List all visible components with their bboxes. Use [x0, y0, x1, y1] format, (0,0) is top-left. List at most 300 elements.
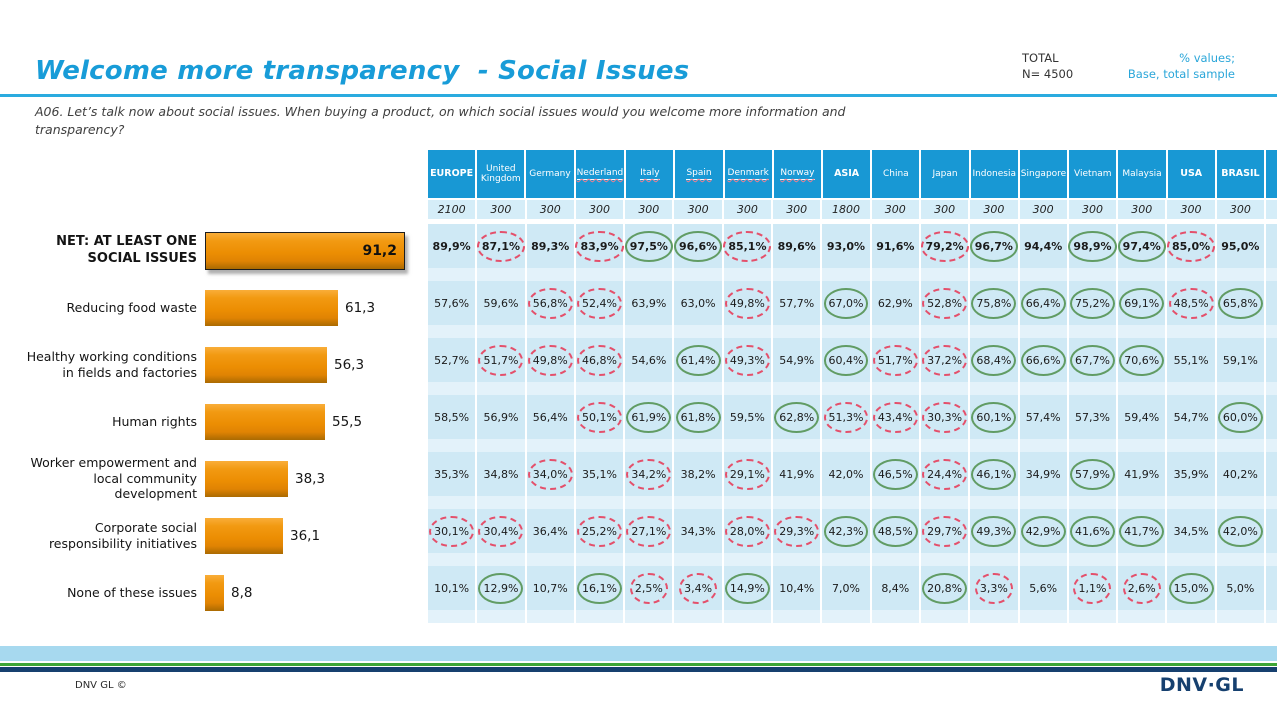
table-cell — [428, 281, 475, 325]
cell-value: 15,0% — [1173, 581, 1209, 595]
col-header-pad — [1266, 150, 1277, 198]
col-base: 300 — [527, 200, 574, 219]
col-header: Japan — [921, 150, 968, 198]
chart-bar — [205, 575, 224, 611]
cell-value: 75,2% — [1074, 296, 1110, 310]
cell-value: 25,2% — [582, 524, 617, 538]
cell-value: 30,1% — [434, 524, 470, 538]
table-cell — [872, 566, 919, 610]
total-base-block — [1022, 50, 1073, 82]
table-cell — [822, 509, 869, 553]
table-cell — [1118, 566, 1165, 610]
cell-value: 83,9% — [580, 239, 619, 253]
cell-value: 10,1% — [434, 581, 470, 595]
cell-value: 5,0% — [1226, 581, 1255, 595]
chart-category-label: Corporate social responsibility initiatives — [48, 519, 197, 551]
title-divider — [0, 94, 1277, 97]
cell-value: 36,4% — [532, 524, 568, 538]
total-n: N= 4500 — [1022, 67, 1074, 81]
table-cell — [428, 338, 475, 382]
table-cell — [428, 395, 475, 439]
table-cell — [1118, 224, 1165, 268]
chart-category-label: NET: AT LEAST ONE SOCIAL ISSUES — [56, 234, 197, 266]
cell-value: 43,4% — [877, 410, 913, 424]
col-base: 300 — [1217, 200, 1264, 219]
cell-value: 38,2% — [680, 467, 716, 481]
cell-value: 56,8% — [532, 296, 568, 310]
table-cell — [970, 281, 1017, 325]
cell-value: 51,3% — [828, 410, 864, 424]
table-cell — [822, 452, 869, 496]
cell-value: 16,1% — [582, 581, 617, 595]
table-cell — [822, 224, 869, 268]
col-header: Nederland — [576, 150, 625, 198]
table-cell — [822, 281, 869, 325]
table-cell — [872, 452, 919, 496]
chart-bar — [205, 290, 338, 326]
cell-value: 96,6% — [679, 239, 718, 253]
cell-value: 59,4% — [1124, 410, 1160, 424]
table-row — [428, 509, 1277, 553]
col-base: 300 — [625, 200, 672, 219]
table-cell — [970, 338, 1017, 382]
cell-value: 42,3% — [828, 524, 864, 538]
table-cell — [1118, 338, 1165, 382]
table-cell-pad — [1266, 395, 1277, 439]
table-cell-pad — [1266, 338, 1277, 382]
table-cell — [1217, 395, 1264, 439]
table-cell — [921, 509, 968, 553]
table-cell — [1118, 452, 1165, 496]
cell-value: 5,6% — [1029, 581, 1058, 595]
chart-row — [25, 222, 427, 279]
cell-value: 61,4% — [680, 353, 716, 367]
table-cell — [576, 224, 623, 268]
values-note — [1128, 50, 1235, 82]
table-cell — [1069, 566, 1116, 610]
cell-value: 98,9% — [1073, 239, 1112, 253]
table-cell — [921, 566, 968, 610]
table-cell — [1020, 281, 1067, 325]
table-cell — [1217, 452, 1264, 496]
table-cell — [970, 395, 1017, 439]
chart-bar — [205, 404, 325, 440]
cell-value: 29,3% — [779, 524, 815, 538]
table-cell — [1217, 338, 1264, 382]
table-cell — [576, 338, 623, 382]
table-cell — [1167, 509, 1214, 553]
table-cell — [477, 509, 524, 553]
chart-bar-value: 36,1 — [290, 527, 321, 544]
table-cell — [921, 395, 968, 439]
footer-navy-line — [0, 667, 1277, 672]
col-header: Denmark — [725, 150, 772, 198]
table-cell — [872, 224, 919, 268]
cell-value: 8,4% — [881, 581, 910, 595]
cell-value: 51,7% — [483, 353, 519, 367]
table-cell — [674, 224, 721, 268]
chart-bar-value: 56,3 — [334, 356, 365, 373]
table-cell-pad — [1266, 566, 1277, 610]
col-base: 300 — [773, 200, 820, 219]
total-label: TOTAL — [1022, 51, 1059, 65]
table-row-gap — [428, 325, 1277, 338]
cell-value: 42,0% — [828, 467, 864, 481]
table-row — [428, 395, 1277, 439]
cell-value: 85,0% — [1171, 239, 1211, 253]
chart-bar-value: 61,3 — [345, 299, 376, 316]
col-header: Norway — [774, 150, 821, 198]
table-cell — [724, 224, 771, 268]
col-header: Vietnam — [1069, 150, 1116, 198]
table-cell — [428, 509, 475, 553]
chart-category-label: None of these issues — [67, 584, 197, 600]
cell-value: 60,4% — [828, 353, 864, 367]
table-cell — [970, 566, 1017, 610]
cell-value: 67,7% — [1074, 353, 1110, 367]
table-cell-pad — [1266, 452, 1277, 496]
col-base: 300 — [724, 200, 771, 219]
table-cell — [674, 452, 721, 496]
table-cell — [1217, 224, 1264, 268]
cell-value: 14,9% — [729, 581, 765, 595]
cell-value: 49,3% — [976, 524, 1012, 538]
cell-value: 79,2% — [925, 239, 964, 253]
table-cell — [724, 338, 771, 382]
cell-value: 94,4% — [1024, 239, 1063, 253]
table-cell — [1020, 224, 1067, 268]
dnv-gl-logo: DNV·GL — [1159, 674, 1244, 696]
cell-value: 89,3% — [531, 239, 570, 253]
col-base: 300 — [674, 200, 721, 219]
cell-value: 30,3% — [927, 410, 963, 424]
table-cell — [477, 452, 524, 496]
col-header: China — [872, 150, 919, 198]
cell-value: 1,1% — [1078, 581, 1107, 595]
chart-row — [25, 507, 427, 564]
table-cell — [773, 566, 820, 610]
table-cell — [872, 509, 919, 553]
cell-value: 34,8% — [483, 467, 519, 481]
table-header-row — [428, 150, 1277, 198]
table-cell — [1167, 395, 1214, 439]
cell-value: 49,3% — [729, 353, 765, 367]
table-cell — [576, 509, 623, 553]
col-header: Indonesia — [971, 150, 1018, 198]
table-cell — [477, 281, 524, 325]
cell-value: 57,9% — [1074, 467, 1110, 481]
cell-value: 50,1% — [582, 410, 617, 424]
table-cell — [872, 338, 919, 382]
cell-value: 41,9% — [1124, 467, 1160, 481]
table-row-gap — [428, 382, 1277, 395]
cell-value: 59,5% — [729, 410, 765, 424]
cell-value: 48,5% — [877, 524, 913, 538]
table-cell — [1020, 452, 1067, 496]
table-cell — [1118, 281, 1165, 325]
chart-category-label: Healthy working conditions in fields and factories — [26, 348, 197, 380]
table-cell — [1167, 224, 1214, 268]
cell-value: 56,9% — [483, 410, 519, 424]
cell-value: 57,3% — [1074, 410, 1110, 424]
col-header: Italy — [626, 150, 673, 198]
col-header: United Kingdom — [477, 150, 524, 198]
table-row-gap — [428, 439, 1277, 452]
cell-value: 85,1% — [728, 239, 767, 253]
cell-value: 87,1% — [481, 239, 521, 253]
cell-value: 10,7% — [532, 581, 568, 595]
table-cell — [527, 281, 574, 325]
cell-value: 54,6% — [631, 353, 667, 367]
table-cell — [1118, 395, 1165, 439]
chart-row — [25, 450, 427, 507]
table-cell — [674, 509, 721, 553]
cell-value: 52,4% — [582, 296, 617, 310]
table-cell — [773, 452, 820, 496]
col-base: 1800 — [822, 200, 869, 219]
cell-value: 28,0% — [729, 524, 765, 538]
table-cell — [1020, 566, 1067, 610]
table-row-gap — [428, 268, 1277, 281]
table-cell — [921, 224, 968, 268]
cell-value: 41,7% — [1124, 524, 1160, 538]
cell-value: 57,4% — [1025, 410, 1061, 424]
chart-bar — [205, 461, 288, 497]
cell-value: 34,3% — [680, 524, 716, 538]
chart-bar — [205, 232, 405, 270]
chart-category-label: Human rights — [112, 413, 197, 429]
table-cell — [625, 452, 672, 496]
table-cell — [576, 281, 623, 325]
cell-value: 57,6% — [434, 296, 470, 310]
table-cell — [1069, 338, 1116, 382]
question-text: A06. Let’s talk now about social issues. When buying a product, on which social issues would you welcome more information and transparency? — [35, 104, 846, 138]
cell-value: 48,5% — [1173, 296, 1209, 310]
cell-value: 34,0% — [532, 467, 568, 481]
table-cell — [1069, 509, 1116, 553]
cell-value: 69,1% — [1124, 296, 1160, 310]
cell-value: 68,4% — [976, 353, 1012, 367]
col-header: Malaysia — [1118, 150, 1165, 198]
cell-value: 57,7% — [779, 296, 815, 310]
table-cell — [527, 566, 574, 610]
bar-chart — [25, 222, 427, 621]
cell-value: 7,0% — [832, 581, 860, 595]
chart-row — [25, 336, 427, 393]
table-cell — [773, 281, 820, 325]
table-cell-pad — [1266, 224, 1277, 268]
table-cell — [1167, 338, 1214, 382]
table-cell — [724, 452, 771, 496]
chart-bar — [205, 518, 283, 554]
copyright-text: DNV GL © — [75, 680, 127, 691]
table-cell — [674, 281, 721, 325]
table-cell — [1069, 452, 1116, 496]
cell-value: 63,9% — [631, 296, 667, 310]
table-cell — [527, 395, 574, 439]
chart-row — [25, 393, 427, 450]
cell-value: 12,9% — [483, 581, 519, 595]
col-base: 300 — [872, 200, 919, 219]
cell-value: 49,8% — [729, 296, 765, 310]
footer-green-line — [0, 663, 1277, 666]
cell-value: 97,4% — [1122, 239, 1161, 253]
chart-row — [25, 564, 427, 621]
table-cell — [724, 281, 771, 325]
col-base: 300 — [576, 200, 623, 219]
cell-value: 42,9% — [1025, 524, 1061, 538]
cell-value: 95,0% — [1221, 239, 1260, 253]
col-base: 300 — [1118, 200, 1165, 219]
table-cell — [477, 566, 524, 610]
table-row-gap — [428, 496, 1277, 509]
table-cell — [527, 338, 574, 382]
cell-value: 66,6% — [1025, 353, 1061, 367]
table-cell — [625, 281, 672, 325]
cell-value: 3,4% — [684, 581, 713, 595]
col-base: 300 — [1167, 200, 1214, 219]
table-cell — [625, 509, 672, 553]
values-note-line1: % values; — [1179, 51, 1235, 65]
cell-value: 89,6% — [777, 239, 816, 253]
table-cell — [428, 224, 475, 268]
table-row — [428, 452, 1277, 496]
table-cell — [773, 509, 820, 553]
cell-value: 49,8% — [532, 353, 568, 367]
cell-value: 27,1% — [631, 524, 667, 538]
table-cell — [921, 281, 968, 325]
chart-category-label: Worker empowerment and local community development — [30, 455, 197, 502]
table-cell-pad — [1266, 281, 1277, 325]
cell-value: 93,0% — [826, 239, 866, 253]
cell-value: 35,1% — [582, 467, 617, 481]
cell-value: 29,1% — [729, 467, 765, 481]
table-cell — [625, 395, 672, 439]
table-row — [428, 566, 1277, 610]
table-cell — [1069, 395, 1116, 439]
page-title: Welcome more transparency - Social Issues — [35, 56, 690, 86]
table-row — [428, 281, 1277, 325]
col-header: Spain — [675, 150, 722, 198]
table-cell — [625, 224, 672, 268]
table-cell — [921, 338, 968, 382]
col-base: 300 — [1020, 200, 1067, 219]
chart-bar-value: 91,2 — [362, 242, 397, 259]
cell-value: 97,5% — [629, 239, 668, 253]
col-header: Germany — [526, 150, 573, 198]
cell-value: 62,8% — [779, 410, 815, 424]
table-cell — [724, 509, 771, 553]
cell-value: 46,1% — [976, 467, 1012, 481]
cell-value: 29,7% — [927, 524, 963, 538]
cell-value: 56,4% — [532, 410, 568, 424]
table-row-gap — [428, 610, 1277, 623]
table-cell — [970, 509, 1017, 553]
table-cell — [724, 395, 771, 439]
cell-value: 42,0% — [1222, 524, 1258, 538]
cell-value: 2,6% — [1127, 581, 1156, 595]
cell-value: 20,8% — [927, 581, 963, 595]
cell-value: 34,9% — [1025, 467, 1061, 481]
table-cell — [822, 566, 869, 610]
cell-value: 66,4% — [1025, 296, 1061, 310]
cell-value: 37,2% — [927, 353, 963, 367]
table-cell — [625, 338, 672, 382]
cell-value: 2,5% — [634, 581, 663, 595]
table-cell — [1167, 281, 1214, 325]
table-cell — [477, 338, 524, 382]
table-cell — [822, 338, 869, 382]
cell-value: 60,0% — [1222, 410, 1258, 424]
table-cell — [1217, 509, 1264, 553]
cell-value: 35,9% — [1173, 467, 1209, 481]
table-cell — [576, 395, 623, 439]
chart-category-label: Reducing food waste — [66, 299, 197, 315]
table-cell — [625, 566, 672, 610]
footer-band — [0, 646, 1277, 661]
chart-bar — [205, 347, 327, 383]
cell-value: 65,8% — [1222, 296, 1258, 310]
table-cell — [477, 224, 524, 268]
cell-value: 51,7% — [877, 353, 913, 367]
country-table — [428, 150, 1277, 623]
cell-value: 70,6% — [1124, 353, 1160, 367]
cell-value: 46,5% — [877, 467, 913, 481]
col-base: 300 — [1069, 200, 1116, 219]
table-cell — [674, 566, 721, 610]
cell-value: 40,2% — [1222, 467, 1258, 481]
cell-value: 52,7% — [434, 353, 470, 367]
col-header: USA — [1168, 150, 1215, 198]
table-cell — [477, 395, 524, 439]
table-cell — [1167, 566, 1214, 610]
col-header: Singapore — [1020, 150, 1067, 198]
cell-value: 35,3% — [434, 467, 470, 481]
table-cell-pad — [1266, 509, 1277, 553]
cell-value: 67,0% — [828, 296, 864, 310]
cell-value: 30,4% — [483, 524, 519, 538]
chart-row — [25, 279, 427, 336]
table-cell — [1217, 281, 1264, 325]
col-base-pad — [1266, 200, 1277, 219]
col-header: ASIA — [823, 150, 870, 198]
table-cell — [527, 509, 574, 553]
table-cell — [1020, 509, 1067, 553]
cell-value: 59,1% — [1222, 353, 1258, 367]
cell-value: 34,2% — [631, 467, 667, 481]
cell-value: 60,1% — [976, 410, 1012, 424]
table-cell — [773, 224, 820, 268]
table-cell — [1069, 281, 1116, 325]
cell-value: 3,3% — [979, 581, 1008, 595]
table-cell — [921, 452, 968, 496]
cell-value: 96,7% — [974, 239, 1013, 253]
cell-value: 34,5% — [1173, 524, 1209, 538]
table-cell — [773, 395, 820, 439]
col-base: 300 — [477, 200, 524, 219]
cell-value: 89,9% — [432, 239, 471, 253]
cell-value: 10,4% — [779, 581, 815, 595]
table-cell — [527, 452, 574, 496]
table-cell — [576, 452, 623, 496]
table-cell — [970, 224, 1017, 268]
col-header: BRASIL — [1217, 150, 1264, 198]
table-base-row — [428, 200, 1277, 219]
table-cell — [527, 224, 574, 268]
table-row — [428, 338, 1277, 382]
table-cell — [1020, 338, 1067, 382]
table-cell — [724, 566, 771, 610]
